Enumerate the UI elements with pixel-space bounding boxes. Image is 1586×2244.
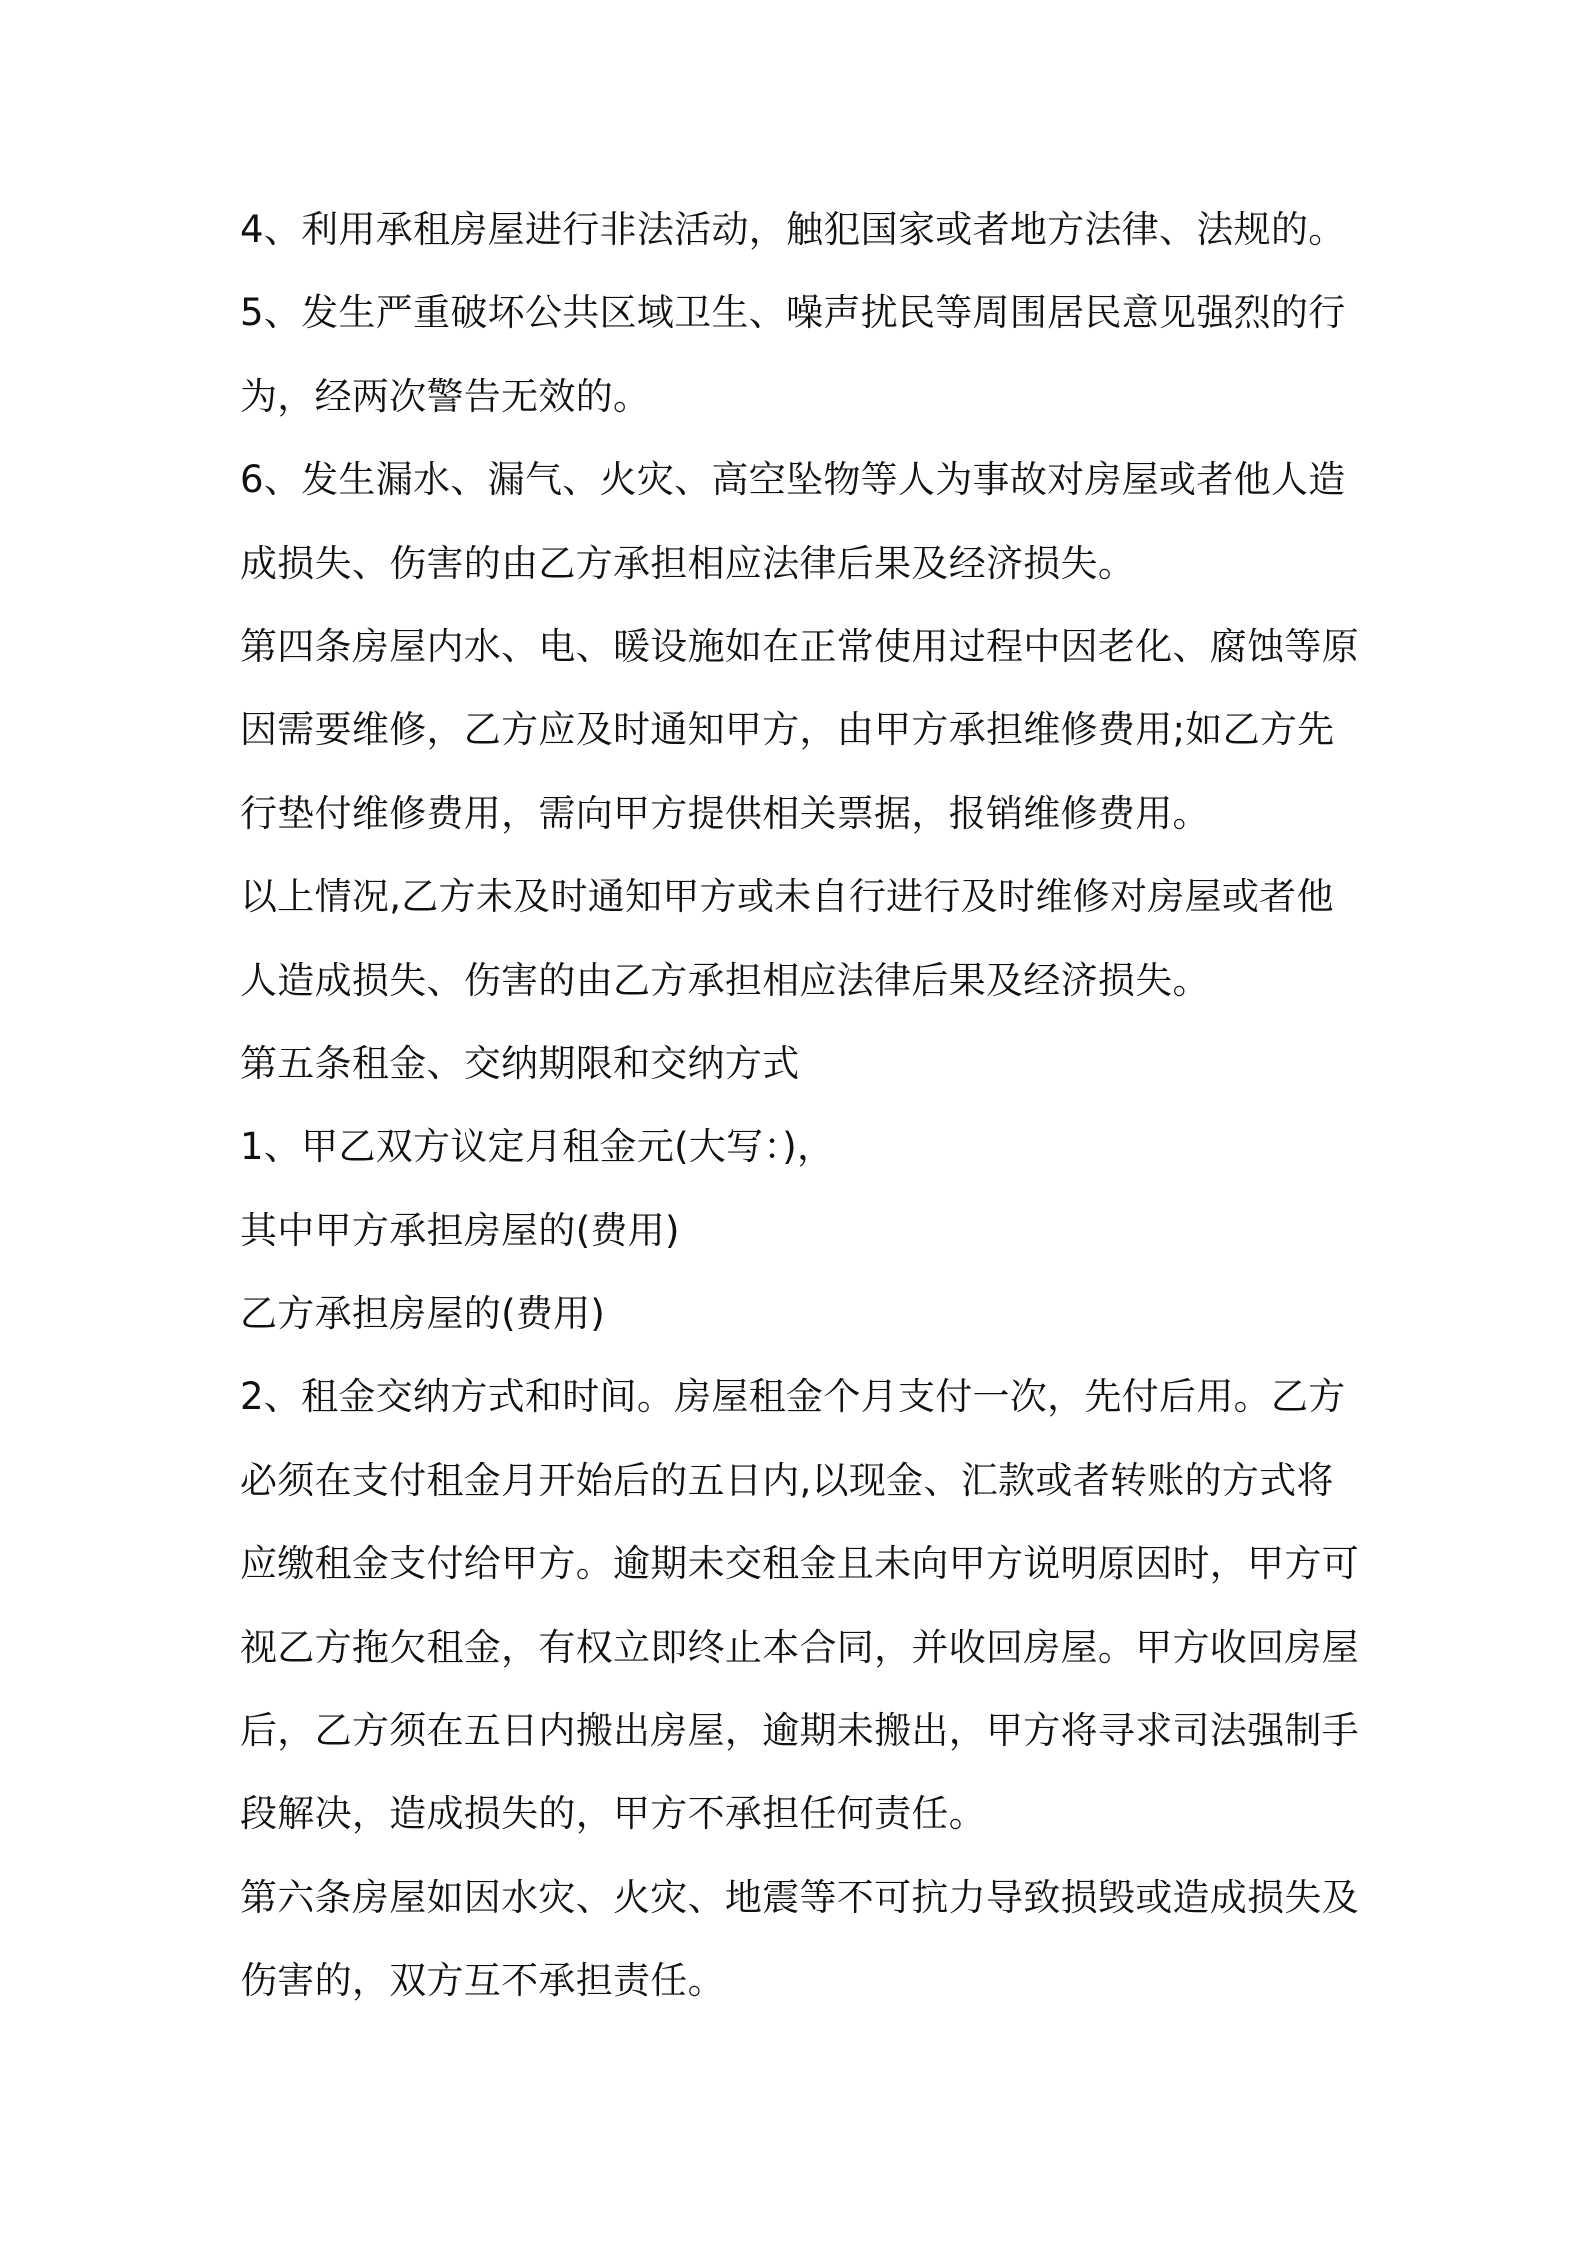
text-line-clause-4: 4、利用承租房屋进行非法活动，触犯国家或者地方法律、法规的。 bbox=[240, 208, 1346, 251]
text-line-rent-item-2-cont-5: 段解决，造成损失的，甲方不承担任何责任。 bbox=[240, 1792, 986, 1836]
text-line-article-4-cont-1: 因需要维修，乙方应及时通知甲方，由甲方承担维修费用;如乙方先 bbox=[240, 708, 1335, 752]
text-line-article-5-heading: 第五条租金、交纳期限和交纳方式 bbox=[240, 1041, 800, 1085]
text-line-above-situations: 以上情况,乙方未及时通知甲方或未自行进行及时维修对房屋或者他 bbox=[240, 875, 1334, 919]
text-line-clause-6-cont: 成损失、伤害的由乙方承担相应法律后果及经济损失。 bbox=[240, 541, 1136, 585]
text-line-party-a-costs: 其中甲方承担房屋的(费用) bbox=[240, 1208, 680, 1252]
text-line-rent-item-2-cont-4: 后，乙方须在五日内搬出房屋，逾期未搬出，甲方将寻求司法强制手 bbox=[240, 1709, 1359, 1753]
text-line-article-4: 第四条房屋内水、电、暖设施如在正常使用过程中因老化、腐蚀等原 bbox=[240, 624, 1359, 668]
text-line-rent-item-2: 2、租金交纳方式和时间。房屋租金个月支付一次，先付后用。乙方 bbox=[240, 1375, 1346, 1419]
text-line-rent-item-2-cont-2: 应缴租金支付给甲方。逾期未交租金且未向甲方说明原因时，甲方可 bbox=[240, 1542, 1359, 1586]
text-line-above-situations-cont: 人造成损失、伤害的由乙方承担相应法律后果及经济损失。 bbox=[240, 958, 1210, 1002]
text-line-party-b-costs: 乙方承担房屋的(费用) bbox=[240, 1292, 606, 1336]
text-line-article-6-cont: 伤害的，双方互不承担责任。 bbox=[240, 1959, 725, 2003]
text-line-rent-item-1: 1、甲乙双方议定月租金元(大写：)， bbox=[240, 1125, 835, 1169]
text-line-article-6: 第六条房屋如因水灾、火灾、地震等不可抗力导致损毁或造成损失及 bbox=[240, 1875, 1359, 1919]
document-page bbox=[240, 198, 1360, 2033]
text-line-clause-5: 5、发生严重破坏公共区域卫生、噪声扰民等周围居民意见强烈的行 bbox=[240, 291, 1346, 335]
text-line-rent-item-2-cont-1: 必须在支付租金月开始后的五日内,以现金、汇款或者转账的方式将 bbox=[240, 1458, 1334, 1502]
text-line-clause-5-cont: 为，经两次警告无效的。 bbox=[240, 374, 651, 418]
text-line-rent-item-2-cont-3: 视乙方拖欠租金，有权立即终止本合同，并收回房屋。甲方收回房屋 bbox=[240, 1625, 1359, 1669]
text-line-article-4-cont-2: 行垫付维修费用，需向甲方提供相关票据，报销维修费用。 bbox=[240, 791, 1210, 835]
text-line-clause-6: 6、发生漏水、漏气、火灾、高空坠物等人为事故对房屋或者他人造 bbox=[240, 458, 1346, 502]
